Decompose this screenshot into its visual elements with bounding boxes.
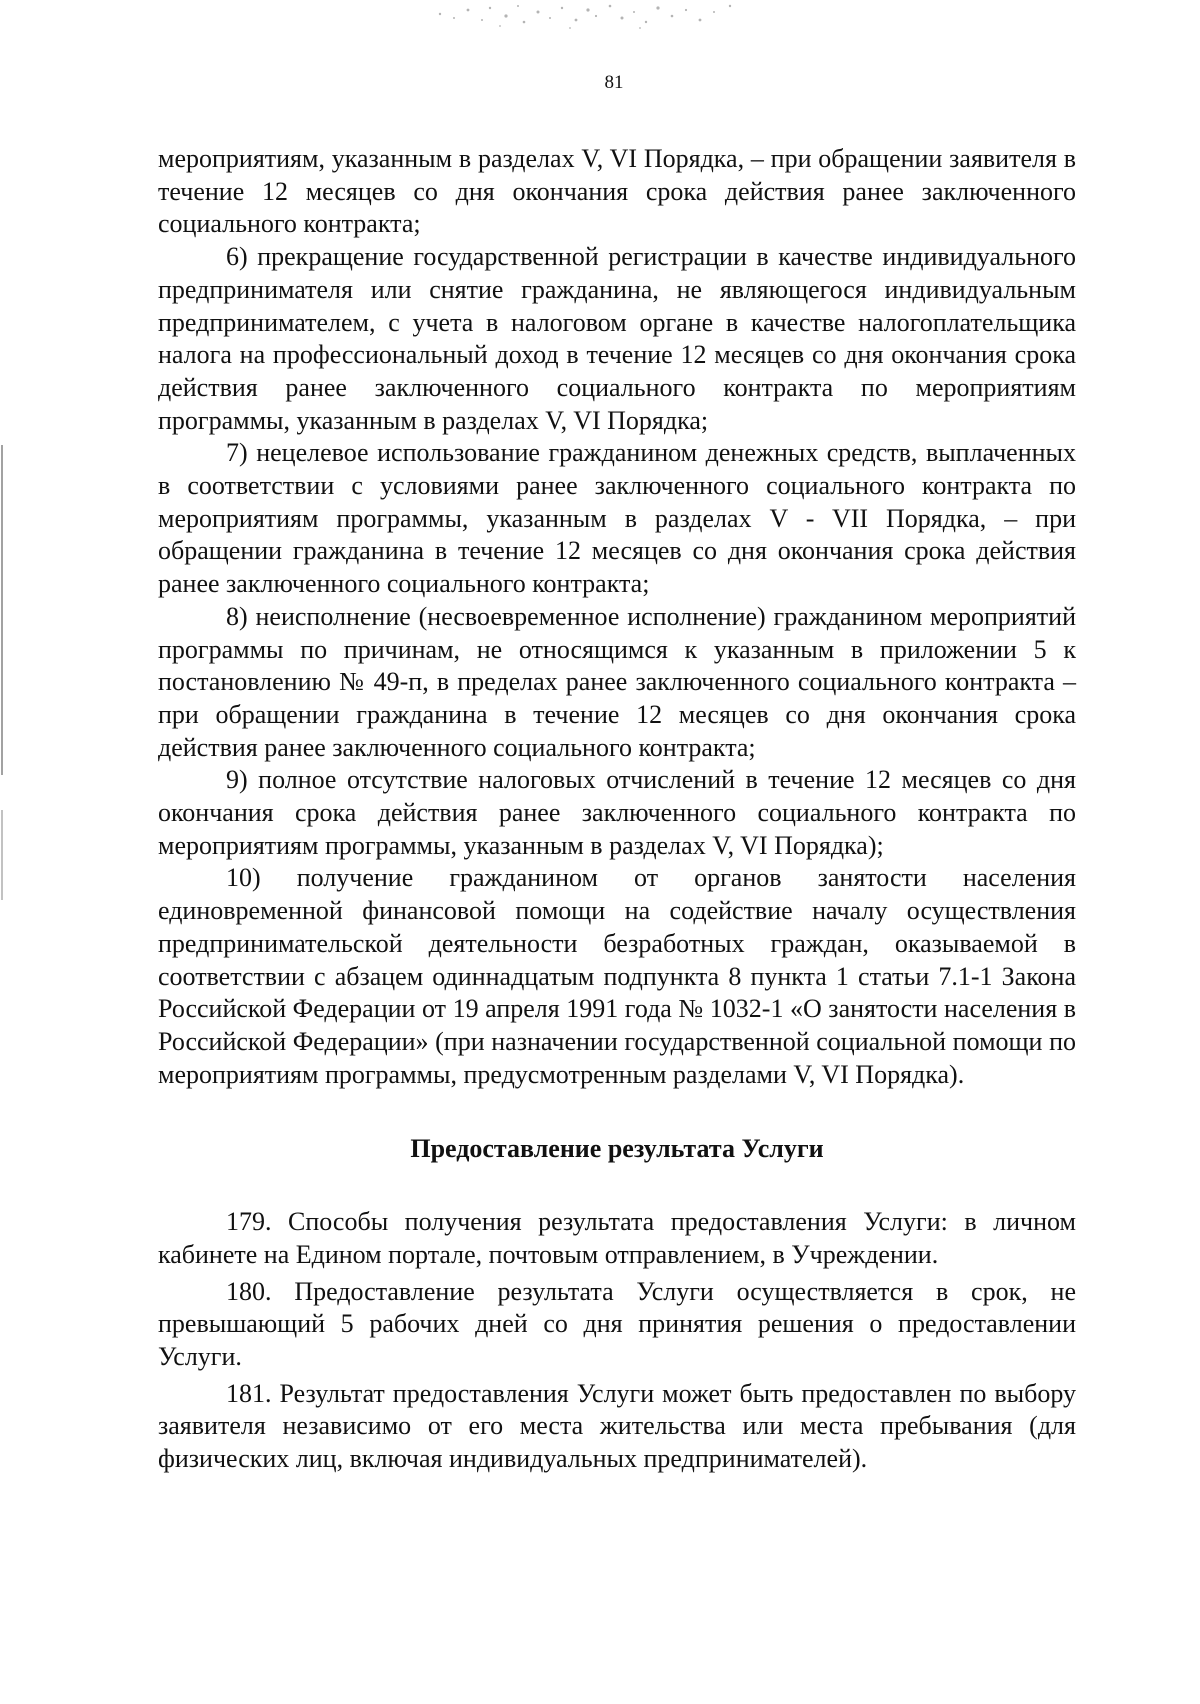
page-number: 81 — [604, 72, 624, 93]
section-heading: Предоставление результата Услуги — [410, 1134, 824, 1164]
list-item-8: 8) неисполнение (несвоевременное исполнение) гражданином мероприятий программы по причинам, не относящимся к указанным в приложении 5 к постановлению № 49-п, в пределах ранее заключенного социального контракта – при обращении гражданина в течение 12 месяцев со дня окончания срока действия ранее заключенного социального контракта; — [158, 601, 1076, 762]
clause-179: 179. Способы получения результата предоставления Услуги: в личном кабинете на Едином портале, почтовым отправлением, в Учреждении. — [158, 1207, 1076, 1269]
paragraph-continuation: мероприятиям, указанным в разделах V, VI Порядка, – при обращении заявителя в течение 12 месяцев со дня окончания срока действия ранее заключенного социального контракта; — [158, 144, 1076, 239]
scan-noise-artifact — [420, 0, 760, 34]
scan-edge-mark — [1, 445, 3, 775]
list-item-9: 9) полное отсутствие налоговых отчислений в течение 12 месяцев со дня окончания срока действия ранее заключенного социального контракта по мероприятиям программы, указанным в разделах V, VI Порядка); — [158, 765, 1076, 860]
scan-edge-mark — [1, 810, 3, 900]
list-item-10: 10) получение гражданином от органов занятости населения единовременной финансовой помощи на содействие началу осуществления предпринимательской деятельности безработных граждан, оказываемой в соответствии с абзацем одиннадцатым подпункта 8 пункта 1 статьи 7.1-1 Закона Российской Федерации от 19 апреля 1991 года № 1032-1 «О занятости населения в Российской Федерации» (при назначении государственной социальной помощи по мероприятиям программы, предусмотренным разделами V, VI Порядка). — [158, 863, 1076, 1089]
clause-181: 181. Результат предоставления Услуги может быть предоставлен по выбору заявителя независимо от его места жительства или места пребывания (для физических лиц, включая индивидуальных предпринимателей). — [158, 1378, 1076, 1474]
document-body — [158, 143, 1076, 1476]
clause-180: 180. Предоставление результата Услуги осуществляется в срок, не превышающий 5 рабочих дней со дня принятия решения о предоставлении Услуги. — [158, 1276, 1076, 1371]
list-item-7: 7) нецелевое использование гражданином денежных средств, выплаченных в соответствии с условиями ранее заключенного социального контракта по мероприятиям программы, указанным в разделах V - VII Порядка, – при обращении гражданина в течение 12 месяцев со дня окончания срока действия ранее заключенного социального контракта; — [158, 438, 1076, 599]
list-item-6: 6) прекращение государственной регистрации в качестве индивидуального предпринимателя или снятие гражданина, не являющегося индивидуальным предпринимателем, с учета в налоговом органе в качестве налогоплательщика налога на профессиональный доход в течение 12 месяцев со дня окончания срока действия ранее заключенного социального контракта по мероприятиям программы, указанным в разделах V, VI Порядка; — [158, 242, 1076, 435]
